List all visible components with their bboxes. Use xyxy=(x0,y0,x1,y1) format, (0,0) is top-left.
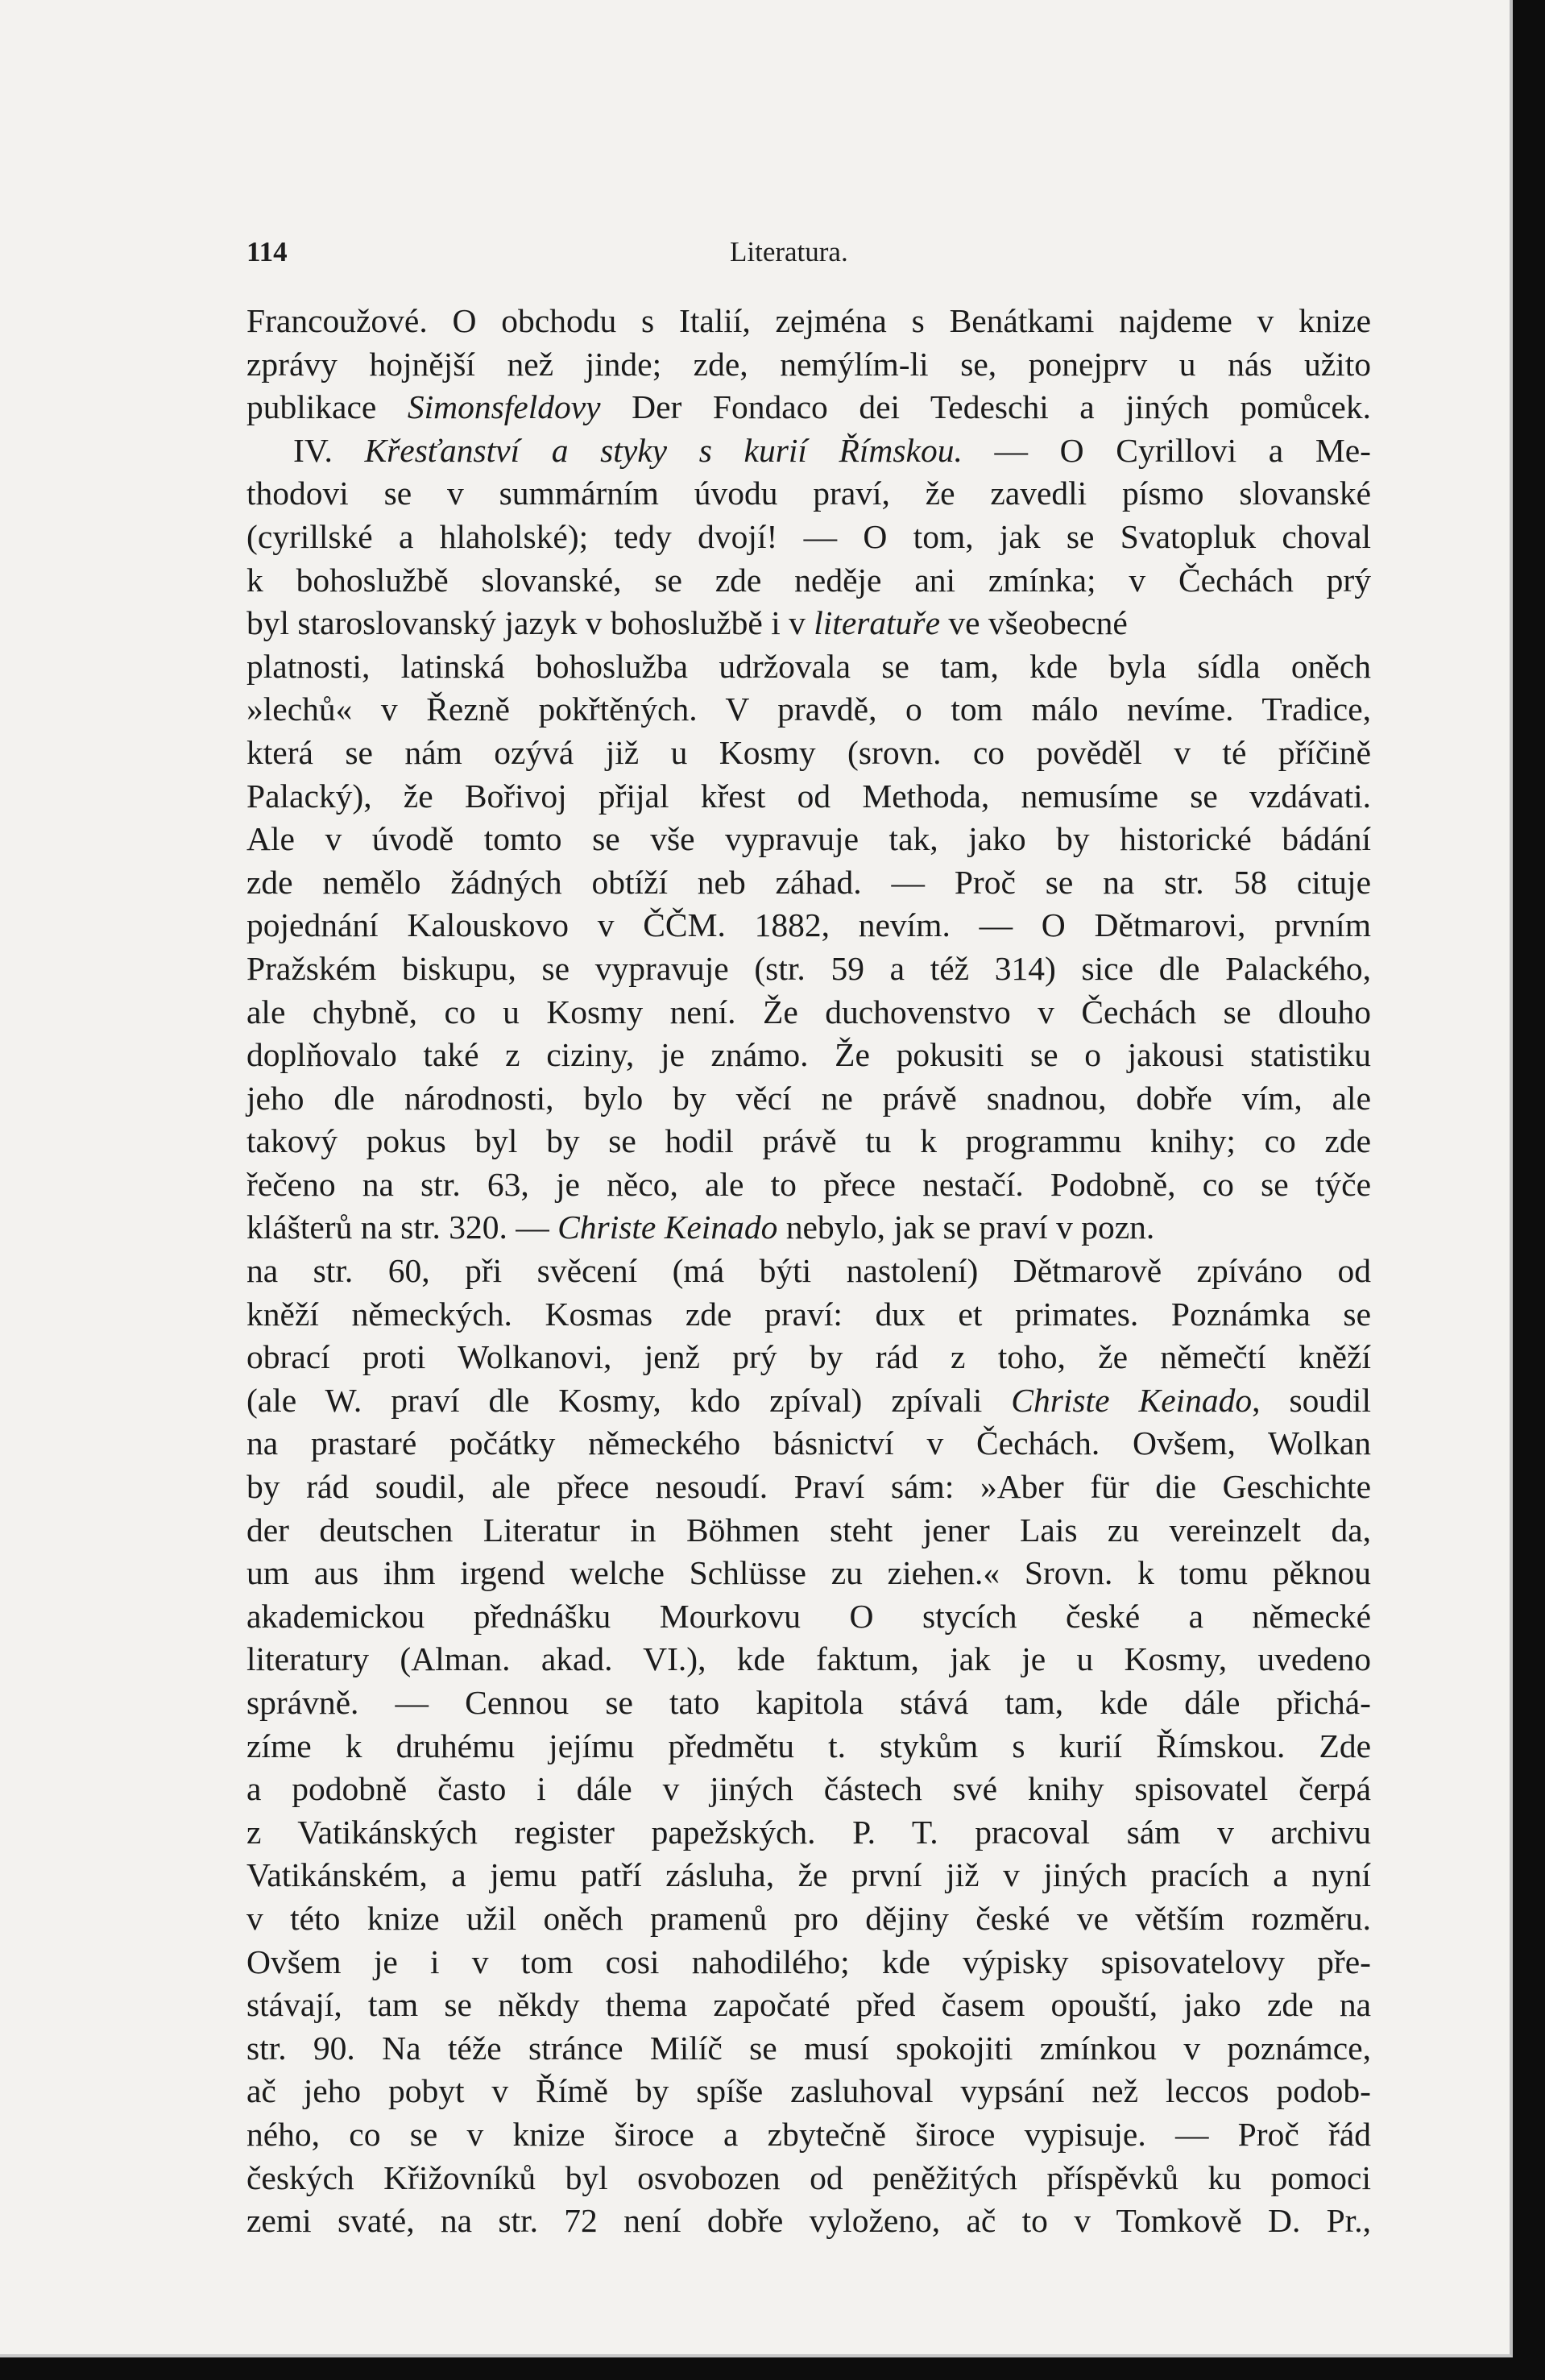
text-line xyxy=(246,1250,1371,1293)
text-segment: nebylo, jak se praví v pozn. xyxy=(777,1209,1155,1246)
line-content xyxy=(246,1206,1154,1250)
line-content xyxy=(246,1080,1371,1117)
page-header xyxy=(246,236,1371,268)
text-segment: ve všeobecné xyxy=(940,604,1128,642)
text-segment: Ale v úvodě tomto se vše vypravuje tak, jako by historické bádání xyxy=(246,820,1371,858)
text-line xyxy=(246,991,1371,1035)
text-line xyxy=(246,947,1371,991)
text-segment: ného, co se v knize široce a zbytečně široce vypisuje. — Proč řád xyxy=(246,2115,1371,2153)
text-segment: Pražském biskupu, se vypravuje (str. 59 a též 314) sice dle Palackého, xyxy=(246,949,1371,987)
text-segment: k bohoslužbě slovanské, se zde neděje ani zmínka; v Čechách prý xyxy=(246,561,1371,599)
text-segment: na str. 60, při svěcení (má býti nastolení) Dětmarově zpíváno od xyxy=(246,1252,1371,1290)
running-head: Literatura. xyxy=(730,236,848,267)
line-content xyxy=(246,1640,1371,1677)
text-segment: thodovi se v summárním úvodu praví, že zavedli písmo slovanské xyxy=(246,475,1371,512)
text-segment: pojednání Kalouskovo v ČČM. 1882, nevím. — O Dětmarovi, prvním xyxy=(246,906,1371,944)
text-segment: jeho dle národnosti, bylo by věcí ne právě snadnou, dobře vím, ale xyxy=(246,1079,1371,1117)
text-line xyxy=(246,429,1371,473)
text-line xyxy=(246,1638,1371,1681)
text-segment: publikace xyxy=(246,388,408,426)
italic-segment: Simonsfeldovy xyxy=(407,388,601,426)
text-segment: byl staroslovanský jazyk v bohoslužbě i v xyxy=(246,604,814,642)
text-line xyxy=(246,1034,1371,1077)
text-segment: v této knize užil oněch pramenů pro dějiny české ve větším rozměru. xyxy=(246,1899,1371,1937)
text-line xyxy=(246,472,1371,516)
line-content xyxy=(246,950,1371,987)
text-line xyxy=(246,1725,1371,1768)
line-content xyxy=(246,2116,1371,2153)
text-segment: která se nám ozývá již u Kosmy (srovn. co pověděl v té příčině xyxy=(246,733,1371,771)
text-line xyxy=(246,1897,1371,1941)
text-line xyxy=(246,1509,1371,1553)
line-content xyxy=(246,690,1371,728)
text-line xyxy=(246,861,1371,905)
text-segment: by rád soudil, ale přece nesoudí. Praví sám: »Aber für die Geschichte xyxy=(246,1468,1371,1506)
text-segment: zíme k druhému jejímu předmětu t. stykům s kurií Římskou. Zde xyxy=(246,1727,1371,1764)
line-content xyxy=(246,302,1371,339)
text-line xyxy=(246,1941,1371,1984)
text-segment: zemi svaté, na str. 72 není dobře vyloženo, ač to v Tomkově D. Pr., xyxy=(246,2202,1371,2240)
line-content xyxy=(246,1166,1371,1203)
text-line xyxy=(246,386,1371,429)
text-line xyxy=(246,732,1371,775)
text-segment: a podobně často i dále v jiných částech své knihy spisovatel čerpá xyxy=(246,1770,1371,1808)
line-content xyxy=(293,432,1371,469)
text-segment: »lechů« v Řezně pokřtěných. V pravdě, o tom málo nevíme. Tradice, xyxy=(246,690,1371,728)
text-line xyxy=(246,1422,1371,1466)
text-segment: — O Cyrillovi a Me- xyxy=(962,431,1371,469)
line-content xyxy=(246,1856,1371,1893)
text-line xyxy=(246,1681,1371,1725)
line-content xyxy=(246,2072,1371,2109)
text-segment: klášterů na str. 320. — xyxy=(246,1209,558,1246)
text-line xyxy=(246,1466,1371,1509)
line-content xyxy=(246,1900,1371,1937)
text-line xyxy=(246,688,1371,732)
line-content xyxy=(246,602,1128,645)
body-text xyxy=(246,300,1371,2243)
italic-segment: Christe Keinado xyxy=(1011,1381,1253,1419)
page-number: 114 xyxy=(246,236,288,267)
text-line xyxy=(246,1293,1371,1337)
text-segment: takový pokus byl by se hodil právě tu k programmu knihy; co zde xyxy=(246,1122,1371,1160)
text-segment: str. 90. Na téže stránce Milíč se musí spokojiti zmínkou v poznámce, xyxy=(246,2029,1371,2067)
text-line xyxy=(246,2070,1371,2113)
text-segment: akademickou přednášku Mourkovu O stycích české a německé xyxy=(246,1597,1371,1635)
text-line xyxy=(246,343,1371,387)
text-line xyxy=(246,2157,1371,2200)
text-line xyxy=(246,2200,1371,2243)
text-segment: (cyrillské a hlaholské); tedy dvojí! — O tom, jak se Svatopluk choval xyxy=(246,517,1371,555)
text-segment: Palacký), že Bořivoj přijal křest od Methoda, nemusíme se vzdávati. xyxy=(246,777,1371,815)
text-line xyxy=(246,1854,1371,1897)
line-content xyxy=(246,1296,1371,1333)
text-line xyxy=(246,1552,1371,1595)
text-line xyxy=(246,1768,1371,1811)
italic-segment: Křesťanství a styky s kurií Římskou. xyxy=(364,431,963,469)
text-segment: řečeno na str. 63, je něco, ale to přece nestačí. Podobně, co se týče xyxy=(246,1165,1371,1203)
text-line xyxy=(246,2113,1371,2157)
line-content xyxy=(246,1122,1371,1159)
line-content xyxy=(246,1598,1371,1635)
text-segment: Der Fondaco dei Tedeschi a jiných pomůcek. xyxy=(600,388,1371,426)
text-segment: ale chybně, co u Kosmy není. Že duchovenstvo v Čechách se dlouho xyxy=(246,993,1371,1030)
text-segment: Francoužové. O obchodu s Italií, zejména s Benátkami najdeme v knize xyxy=(246,302,1371,339)
line-content xyxy=(246,993,1371,1030)
line-content xyxy=(246,1986,1371,2023)
line-content xyxy=(246,734,1371,771)
line-content xyxy=(246,1338,1371,1375)
text-segment: platnosti, latinská bohoslužba udržovala se tam, kde byla sídla oněch xyxy=(246,647,1371,685)
line-content xyxy=(246,864,1371,901)
line-content xyxy=(246,1554,1371,1591)
line-content xyxy=(246,475,1371,512)
text-line xyxy=(246,1984,1371,2027)
text-line xyxy=(246,1077,1371,1121)
text-segment: stávají, tam se někdy thema započaté před časem opouští, jako zde na xyxy=(246,1986,1371,2024)
text-segment: um aus ihm irgend welche Schlüsse zu ziehen.« Srovn. k tomu pěknou xyxy=(246,1554,1371,1592)
text-line xyxy=(246,300,1371,343)
text-line xyxy=(246,516,1371,559)
line-content xyxy=(246,518,1371,555)
line-content xyxy=(246,1468,1371,1505)
text-segment: zde nemělo žádných obtíží neb záhad. — Proč se na str. 58 cituje xyxy=(246,863,1371,901)
line-content xyxy=(246,820,1371,857)
line-content xyxy=(246,1382,1371,1419)
text-line xyxy=(246,1595,1371,1639)
text-line xyxy=(246,775,1371,819)
text-segment: literatury (Alman. akad. VI.), kde faktum, jak je u Kosmy, uvedeno xyxy=(246,1640,1371,1678)
line-content xyxy=(246,1036,1371,1073)
text-segment: na prastaré počátky německého básnictví v Čechách. Ovšem, Wolkan xyxy=(246,1424,1371,1462)
text-line xyxy=(246,1206,1371,1250)
text-line xyxy=(246,2027,1371,2071)
line-content xyxy=(246,2030,1371,2067)
text-segment: doplňovalo také z ciziny, je známo. Že pokusiti se o jakousi statistiku xyxy=(246,1036,1371,1074)
text-line xyxy=(246,1379,1371,1423)
text-line xyxy=(246,1811,1371,1855)
text-line xyxy=(246,1163,1371,1207)
line-content xyxy=(246,388,1371,425)
line-content xyxy=(246,1684,1371,1721)
text-segment: Vatikánském, a jemu patří zásluha, že první již v jiných pracích a nyní xyxy=(246,1856,1371,1894)
text-line xyxy=(246,645,1371,689)
text-segment: obrací proti Wolkanovi, jenž prý by rád z toho, že němečtí kněží xyxy=(246,1338,1371,1376)
line-content xyxy=(246,2202,1371,2239)
text-segment: českých Křižovníků byl osvobozen od peněžitých příspěvků ku pomoci xyxy=(246,2158,1371,2196)
text-segment: z Vatikánských register papežských. P. T. pracoval sám v archivu xyxy=(246,1813,1371,1851)
italic-segment: literatuře xyxy=(814,604,941,642)
text-segment: Ovšem je i v tom cosi nahodilého; kde výpisky spisovatelovy pře- xyxy=(246,1943,1371,1980)
line-content xyxy=(246,1511,1371,1549)
line-content xyxy=(246,1770,1371,1807)
text-segment: der deutschen Literatur in Böhmen steht jener Lais zu vereinzelt da, xyxy=(246,1511,1371,1549)
line-content xyxy=(246,562,1371,599)
line-content xyxy=(246,1814,1371,1851)
line-content xyxy=(246,1943,1371,1980)
line-content xyxy=(246,906,1371,943)
line-content xyxy=(246,1727,1371,1764)
text-line xyxy=(246,559,1371,603)
italic-segment: Christe Keinado xyxy=(557,1209,778,1246)
text-line xyxy=(246,1336,1371,1379)
text-segment: správně. — Cennou se tato kapitola stává tam, kde dále přichá- xyxy=(246,1684,1371,1721)
text-line xyxy=(246,1120,1371,1163)
text-segment: , soudil xyxy=(1252,1381,1371,1419)
line-content xyxy=(246,2159,1371,2196)
line-content xyxy=(246,346,1371,383)
text-segment: IV. xyxy=(293,431,365,469)
line-content xyxy=(246,1252,1371,1289)
line-content xyxy=(246,1424,1371,1462)
text-line xyxy=(246,602,1371,645)
text-segment: zprávy hojnější než jinde; zde, nemýlím-li se, ponejprv u nás užito xyxy=(246,345,1371,383)
line-content xyxy=(246,777,1371,815)
text-line xyxy=(246,818,1371,861)
text-segment: ač jeho pobyt v Římě by spíše zasluhoval vypsání než leccos podob- xyxy=(246,2072,1371,2110)
line-content xyxy=(246,648,1371,685)
text-segment: kněží německých. Kosmas zde praví: dux et primates. Poznámka se xyxy=(246,1295,1371,1333)
text-segment: (ale W. praví dle Kosmy, kdo zpíval) zpívali xyxy=(246,1381,1012,1419)
text-line xyxy=(246,904,1371,947)
